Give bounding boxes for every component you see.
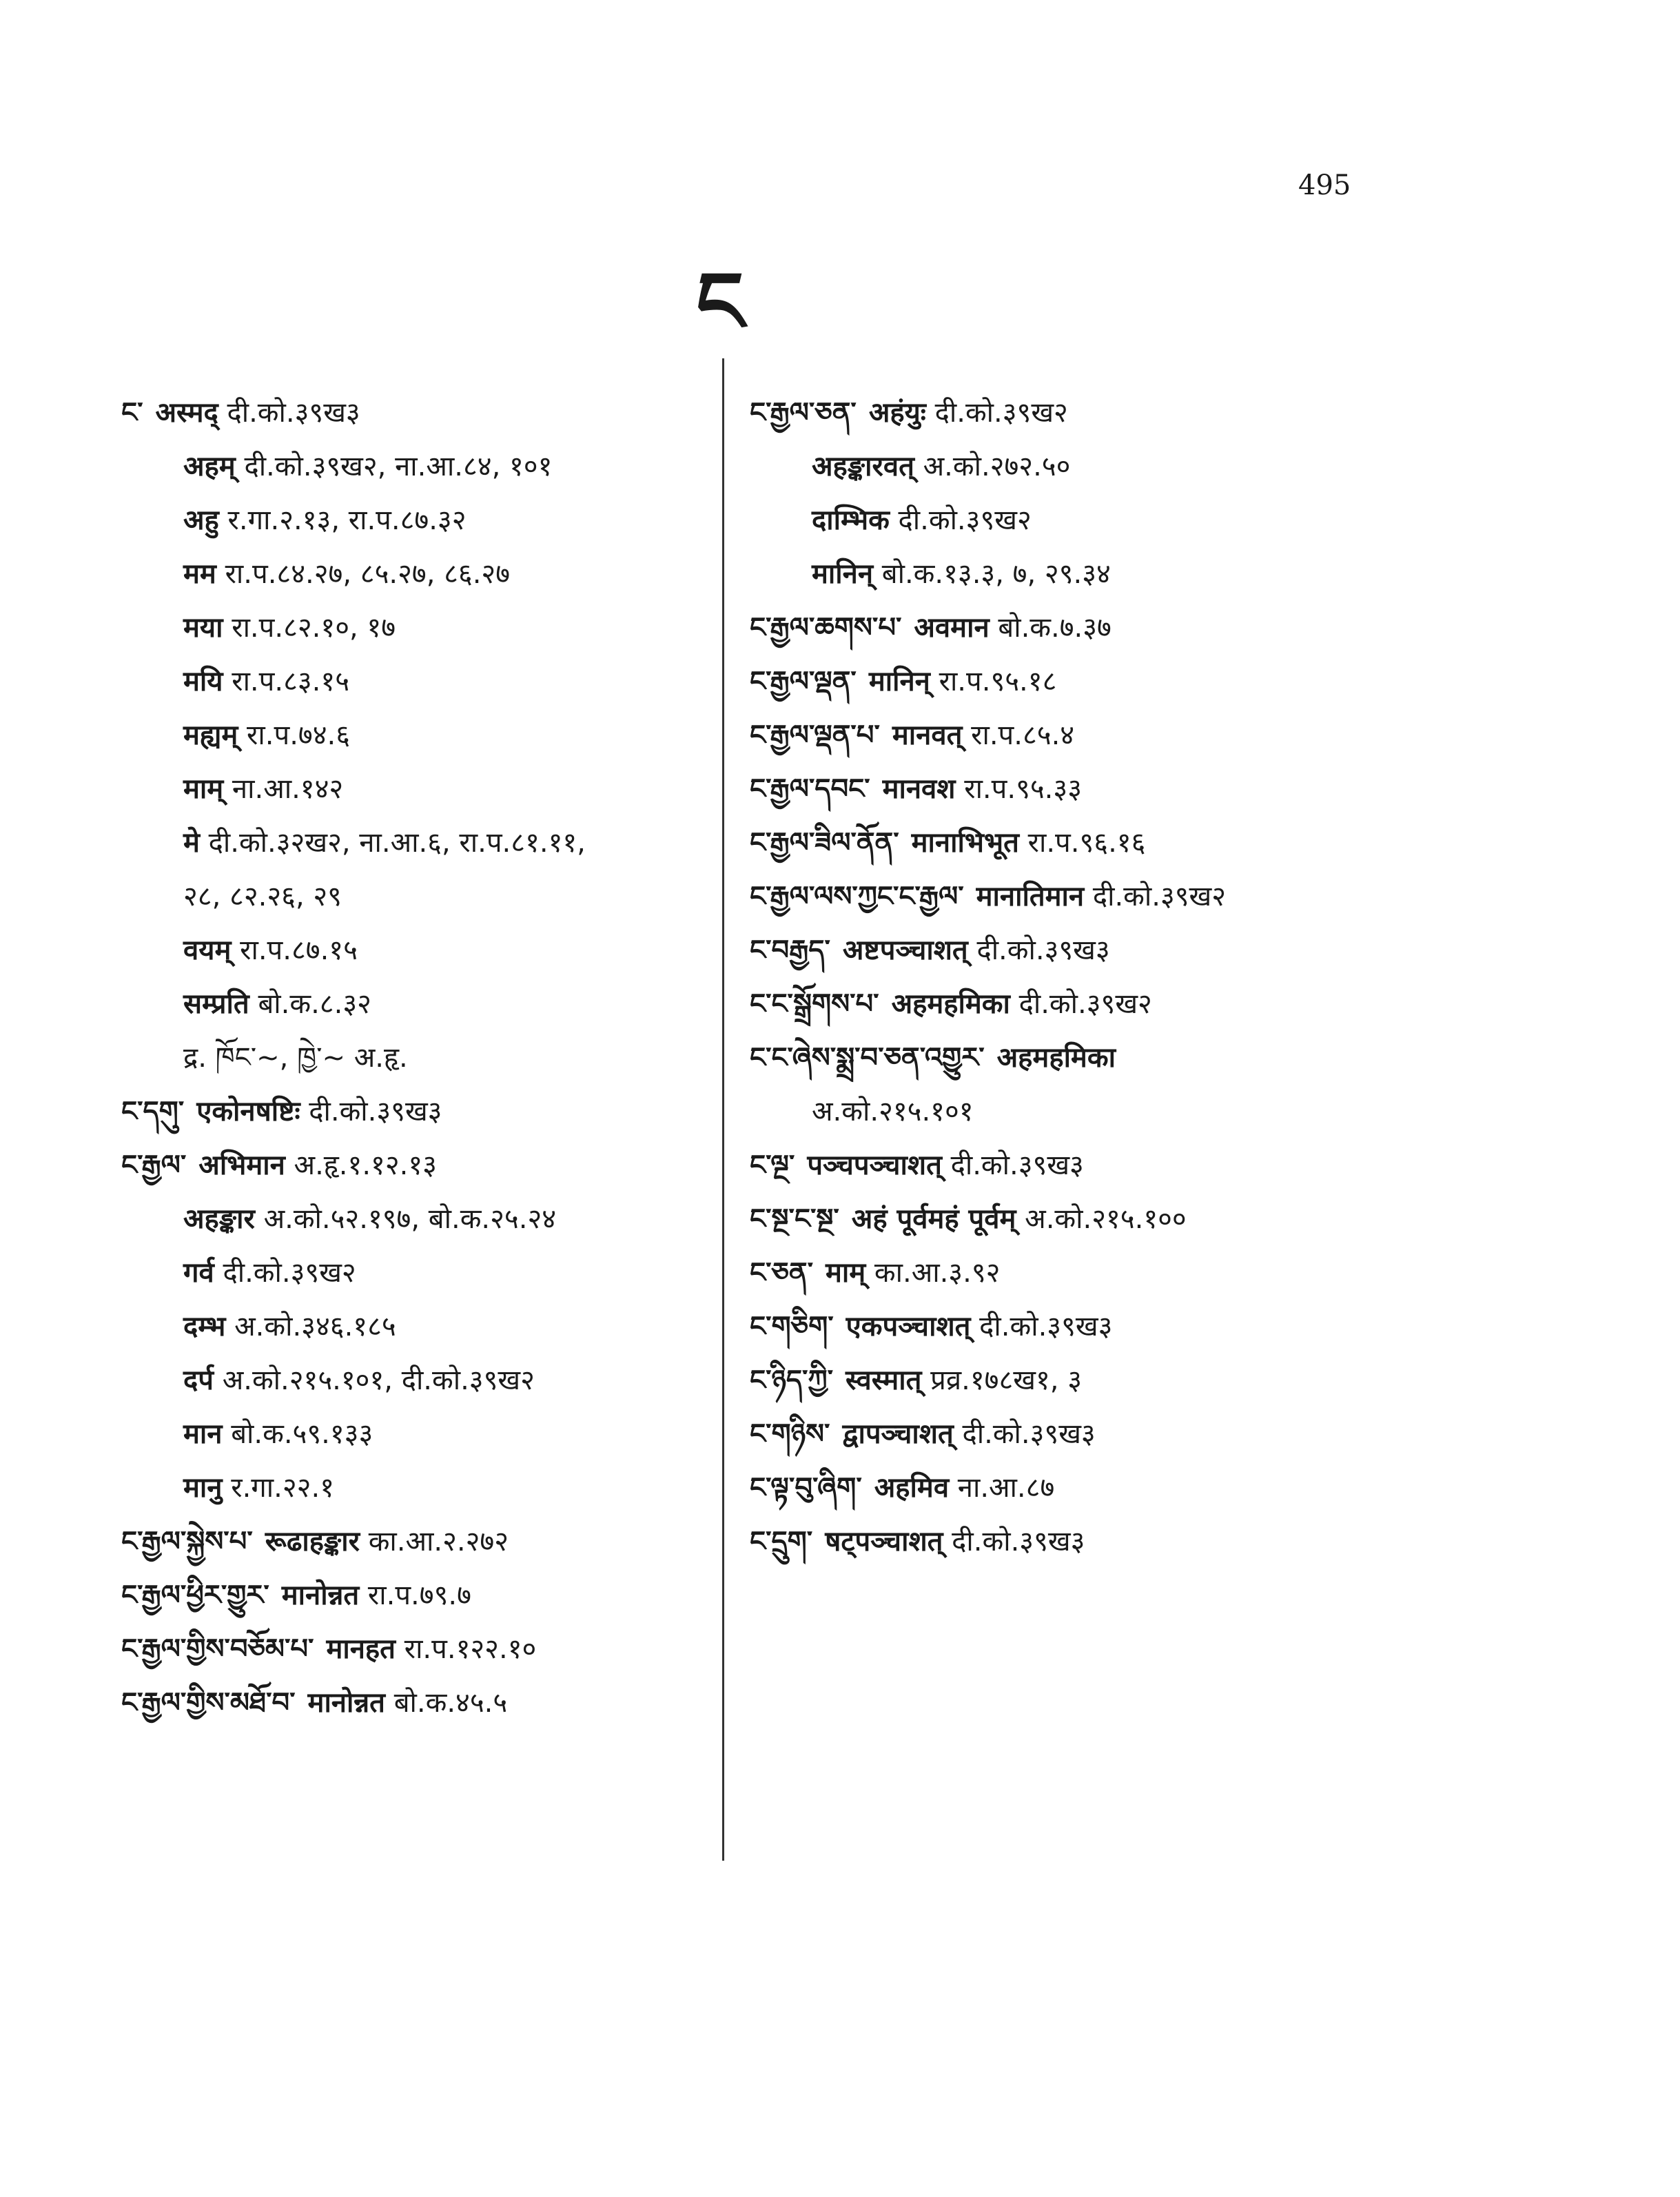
dictionary-entry — [121, 1085, 707, 1138]
entry-first-line — [121, 1515, 707, 1568]
entry-first-line — [750, 1246, 1453, 1300]
tibetan-headword: ང་ཉིད་ཀྱི་ — [750, 1365, 833, 1396]
entry-continuation-line — [121, 708, 707, 762]
sanskrit-equivalent: रूढाहङ्कार — [265, 1526, 360, 1557]
entry-continuation-line — [121, 816, 707, 870]
source-reference: बो.क.५९.१३३ — [231, 1418, 373, 1450]
entry-first-line — [121, 1138, 707, 1192]
sanskrit-equivalent: माम् — [826, 1257, 866, 1289]
tibetan-headword: ང་རྒྱལ་ལྡན་ — [750, 666, 857, 697]
sanskrit-equivalent: एकपञ्चाशत् — [846, 1311, 971, 1342]
entry-continuation-line — [121, 762, 707, 816]
source-reference: रा.प.८३.१५ — [232, 666, 349, 697]
dictionary-entry — [121, 1515, 707, 1568]
entry-continuation-line — [121, 1246, 707, 1300]
tibetan-headword: ང་རྒྱལ་ཅན་ — [750, 397, 857, 429]
sanskrit-equivalent: मानहत — [326, 1633, 396, 1665]
dictionary-entry — [750, 1461, 1453, 1515]
dictionary-entry — [750, 1138, 1453, 1192]
column-divider — [722, 358, 724, 1861]
section-letter: ང — [696, 255, 744, 351]
sanskrit-equivalent: अहङ्कार — [183, 1203, 255, 1235]
sanskrit-equivalent: पञ्चपञ्चाशत् — [807, 1149, 942, 1181]
tibetan-headword: ང་དྲུག་ — [750, 1526, 813, 1557]
entry-first-line — [750, 601, 1453, 655]
entry-first-line — [750, 1138, 1453, 1192]
sanskrit-equivalent: मान — [183, 1418, 223, 1450]
entry-first-line — [121, 1085, 707, 1138]
dictionary-entry — [750, 816, 1453, 870]
tibetan-headword: ང་བརྒྱད་ — [750, 934, 830, 966]
sanskrit-equivalent: द्वापञ्चाशत् — [842, 1418, 954, 1450]
dictionary-entry — [750, 1353, 1453, 1407]
page-number: 495 — [1298, 170, 1351, 201]
sanskrit-equivalent: दम्भ — [183, 1311, 226, 1342]
source-reference: ना.आ.८७ — [957, 1472, 1055, 1504]
sanskrit-equivalent: मम — [183, 558, 216, 590]
dictionary-entry — [121, 386, 707, 1085]
source-reference: दी.को.३९ख३ — [950, 1149, 1084, 1181]
source-reference: रा.प.९५.३३ — [964, 773, 1082, 805]
source-reference: रा.प.१२२.१० — [404, 1633, 537, 1665]
dictionary-entry — [750, 1407, 1453, 1461]
source-reference: दी.को.३९ख३ — [952, 1526, 1085, 1557]
source-reference: रा.प.८५.४ — [971, 719, 1075, 751]
tibetan-headword: ང་རྒྱལ་ — [121, 1149, 187, 1181]
entry-continuation-line — [121, 440, 707, 493]
entry-continuation-line — [750, 493, 1453, 547]
entry-first-line — [121, 386, 707, 440]
source-reference: दी.को.३९ख३ — [309, 1096, 442, 1127]
entry-continuation-line — [121, 870, 707, 923]
sanskrit-equivalent: अहमहमिका — [891, 988, 1010, 1020]
source-reference: २८, ८२.२६, २९ — [183, 881, 342, 912]
dictionary-entry — [121, 1622, 707, 1676]
sanskrit-equivalent: अवमान — [914, 612, 990, 644]
tibetan-headword: ང་རྒྱལ་སྐྱེས་པ་ — [121, 1526, 253, 1557]
source-reference: अ.हृ.१.१२.१३ — [294, 1149, 437, 1181]
tibetan-headword: ང་རྒྱལ་ཆགས་པ་ — [750, 612, 902, 644]
entry-continuation-line — [750, 1085, 1453, 1138]
sanskrit-equivalent: मानोन्नत — [281, 1580, 360, 1611]
dictionary-entry — [750, 1515, 1453, 1568]
dictionary-entry — [750, 708, 1453, 762]
dictionary-entry — [750, 762, 1453, 816]
source-reference: बो.क.४५.५ — [393, 1687, 508, 1719]
dictionary-entry — [121, 1568, 707, 1622]
sanskrit-equivalent: मह्यम् — [183, 719, 238, 751]
entry-first-line — [750, 816, 1453, 870]
entry-continuation-line — [121, 493, 707, 547]
sanskrit-equivalent: मानवत् — [892, 719, 963, 751]
source-reference: दी.को.३९ख२ — [1018, 988, 1152, 1020]
entry-first-line — [750, 1461, 1453, 1515]
entry-first-line — [750, 1515, 1453, 1568]
source-reference: अ.को.२१५.१०१ — [812, 1096, 974, 1127]
entry-continuation-line — [121, 547, 707, 601]
sanskrit-equivalent: अहमहमिका — [996, 1042, 1116, 1074]
entry-continuation-line — [121, 1192, 707, 1246]
tibetan-headword: ང་ལྟ་བུ་ཞིག་ — [750, 1472, 862, 1504]
sanskrit-equivalent: माम् — [183, 773, 224, 805]
sanskrit-equivalent: अहु — [183, 504, 219, 536]
entry-first-line — [750, 1353, 1453, 1407]
sanskrit-equivalent: मानातिमान — [976, 881, 1085, 912]
sanskrit-equivalent: मानु — [183, 1472, 223, 1504]
entry-continuation-line — [750, 547, 1453, 601]
sanskrit-equivalent: अष्टपञ्चाशत् — [842, 934, 968, 966]
entry-first-line — [750, 1031, 1453, 1085]
source-reference: अ.को.५२.१९७, बो.क.२५.२४ — [263, 1203, 557, 1235]
sanskrit-equivalent: सम्प्रति — [183, 988, 249, 1020]
entry-first-line — [750, 655, 1453, 708]
source-reference: रा.प.९६.१६ — [1027, 827, 1146, 859]
entry-first-line — [121, 1568, 707, 1622]
sanskrit-equivalent: अहङ्कारवत् — [812, 451, 914, 482]
entry-continuation-line — [121, 655, 707, 708]
sanskrit-equivalent: गर्व — [183, 1257, 214, 1289]
entry-first-line — [121, 1676, 707, 1730]
source-reference: का.आ.२.२७२ — [368, 1526, 509, 1557]
entry-first-line — [121, 1622, 707, 1676]
source-reference: अ.को.२१५.१०१, दी.को.३९ख२ — [222, 1365, 535, 1396]
entry-first-line — [750, 1192, 1453, 1246]
sanskrit-equivalent: मानाभिभूत — [911, 827, 1019, 859]
sanskrit-equivalent: मयि — [183, 666, 223, 697]
tibetan-headword: ང་ང་སྒྲོགས་པ་ — [750, 988, 879, 1020]
source-reference: दी.को.३९ख२ — [898, 504, 1032, 536]
source-reference: र.गा.२२.१ — [231, 1472, 334, 1504]
sanskrit-equivalent: अहम् — [183, 451, 236, 482]
dictionary-entry — [750, 601, 1453, 655]
source-reference: अ.को.२१५.१०० — [1025, 1203, 1187, 1235]
tibetan-headword: ང་གཅིག་ — [750, 1311, 834, 1342]
tibetan-headword: ང་གཉིས་ — [750, 1418, 830, 1450]
source-reference: दी.को.३९ख३ — [962, 1418, 1096, 1450]
tibetan-headword: ང་རྒྱལ་ལས་ཀྱང་ང་རྒྱལ་ — [750, 881, 964, 912]
tibetan-headword: ང་ — [121, 397, 143, 429]
source-reference: र.गा.२.१३, रा.प.८७.३२ — [227, 504, 467, 536]
tibetan-headword: ང་ལྔ་ — [750, 1149, 795, 1181]
entry-continuation-line — [121, 601, 707, 655]
left-column — [121, 386, 707, 1730]
dictionary-entry — [750, 1300, 1453, 1353]
sanskrit-equivalent: अहं पूर्वमहं पूर्वम् — [851, 1203, 1016, 1235]
source-reference: रा.प.९५.१८ — [939, 666, 1057, 697]
tibetan-headword: ང་རྒྱལ་དབང་ — [750, 773, 870, 805]
dictionary-entry — [121, 1676, 707, 1730]
tibetan-headword: ང་སྔ་ང་སྔ་ — [750, 1203, 839, 1235]
sanskrit-equivalent: अहमिव — [874, 1472, 950, 1504]
tibetan-headword: ང་རྒྱལ་ཟིལ་ནོན་ — [750, 827, 899, 859]
tibetan-headword: ང་རྒྱལ་གྱིས་བཅོམ་པ་ — [121, 1633, 314, 1665]
source-reference: बो.क.७.३७ — [998, 612, 1112, 644]
source-reference: दी.को.३९ख३ — [979, 1311, 1113, 1342]
source-reference: रा.प.७४.६ — [247, 719, 351, 751]
entry-first-line — [750, 923, 1453, 977]
source-reference: दी.को.३९ख२ — [223, 1257, 356, 1289]
sanskrit-equivalent: मानिन् — [812, 558, 874, 590]
source-reference: अ.को.२७२.५० — [923, 451, 1071, 482]
source-reference: दी.को.३९ख२ — [1092, 881, 1227, 912]
entry-continuation-line — [121, 923, 707, 977]
source-reference: ना.आ.१४२ — [232, 773, 344, 805]
source-reference: दी.को.३२ख२, ना.आ.६, रा.प.८१.११, — [208, 827, 586, 859]
entry-first-line — [750, 977, 1453, 1031]
sanskrit-equivalent: दाम्भिक — [812, 504, 890, 536]
sanskrit-equivalent: मे — [183, 827, 200, 859]
source-reference: का.आ.३.९२ — [874, 1257, 1001, 1289]
entry-first-line — [750, 762, 1453, 816]
dictionary-entry — [750, 655, 1453, 708]
entry-first-line — [750, 1407, 1453, 1461]
sanskrit-equivalent: अस्मद् — [155, 397, 218, 429]
sanskrit-equivalent: षट्पञ्चाशत् — [825, 1526, 943, 1557]
sanskrit-equivalent: मानिन् — [868, 666, 930, 697]
sanskrit-equivalent: मानोन्नत — [307, 1687, 385, 1719]
sanskrit-equivalent: मानवश — [882, 773, 956, 805]
entry-continuation-line — [121, 1031, 707, 1085]
tibetan-headword: ང་རྒྱལ་གྱིས་མཐོ་བ་ — [121, 1687, 296, 1719]
tibetan-headword: ང་དགུ་ — [121, 1096, 185, 1127]
dictionary-entry — [750, 1192, 1453, 1246]
dictionary-entry — [750, 923, 1453, 977]
source-reference: दी.को.३९ख३ — [227, 397, 360, 429]
entry-first-line — [750, 870, 1453, 923]
source-reference: दी.को.३९ख२, ना.आ.८४, १०१ — [244, 451, 553, 482]
entry-first-line — [750, 1300, 1453, 1353]
entry-first-line — [750, 386, 1453, 440]
entry-continuation-line — [121, 1407, 707, 1461]
dictionary-entry — [121, 1138, 707, 1515]
source-reference: रा.प.७९.७ — [367, 1580, 471, 1611]
entry-continuation-line — [121, 1353, 707, 1407]
sanskrit-equivalent: वयम् — [183, 934, 232, 966]
dictionary-entry — [750, 386, 1453, 601]
source-reference: रा.प.८२.१०, १७ — [232, 612, 396, 644]
entry-first-line — [750, 708, 1453, 762]
right-column — [750, 386, 1453, 1568]
tibetan-headword: ང་རྒྱལ་ཕྱིར་གྱུར་ — [121, 1580, 269, 1611]
dictionary-entry — [750, 870, 1453, 923]
sanskrit-equivalent: अभिमान — [198, 1149, 285, 1181]
sanskrit-equivalent: एकोनषष्टिः — [196, 1096, 300, 1127]
sanskrit-equivalent: अहंयुः — [868, 397, 926, 429]
source-reference: दी.को.३९ख२ — [934, 397, 1068, 429]
sanskrit-equivalent: मया — [183, 612, 223, 644]
entry-continuation-line — [121, 1300, 707, 1353]
dictionary-entry — [750, 1246, 1453, 1300]
entry-continuation-line — [121, 977, 707, 1031]
source-reference: द्र. ཁོང་~, ཁྱེ་~ अ.हृ. — [183, 1042, 408, 1074]
source-reference: बो.क.१३.३, ७, २९.३४ — [881, 558, 1111, 590]
tibetan-headword: ང་ང་ཞེས་སྨྲ་བ་ཅན་འགྱུར་ — [750, 1042, 985, 1074]
source-reference: अ.को.३४६.१८५ — [234, 1311, 396, 1342]
sanskrit-equivalent: स्वस्मात् — [846, 1365, 922, 1396]
dictionary-entry — [750, 977, 1453, 1031]
source-reference: दी.को.३९ख३ — [976, 934, 1110, 966]
entry-continuation-line — [750, 440, 1453, 493]
tibetan-headword: ང་ཅན་ — [750, 1257, 813, 1289]
source-reference: रा.प.८७.१५ — [240, 934, 358, 966]
entry-continuation-line — [121, 1461, 707, 1515]
tibetan-headword: ང་རྒྱལ་ལྡན་པ་ — [750, 719, 880, 751]
sanskrit-equivalent: दर्प — [183, 1365, 214, 1396]
dictionary-entry — [750, 1031, 1453, 1138]
source-reference: बो.क.८.३२ — [258, 988, 371, 1020]
source-reference: रा.प.८४.२७, ८५.२७, ८६.२७ — [225, 558, 511, 590]
source-reference: प्रव्र.१७८ख१, ३ — [930, 1365, 1083, 1396]
